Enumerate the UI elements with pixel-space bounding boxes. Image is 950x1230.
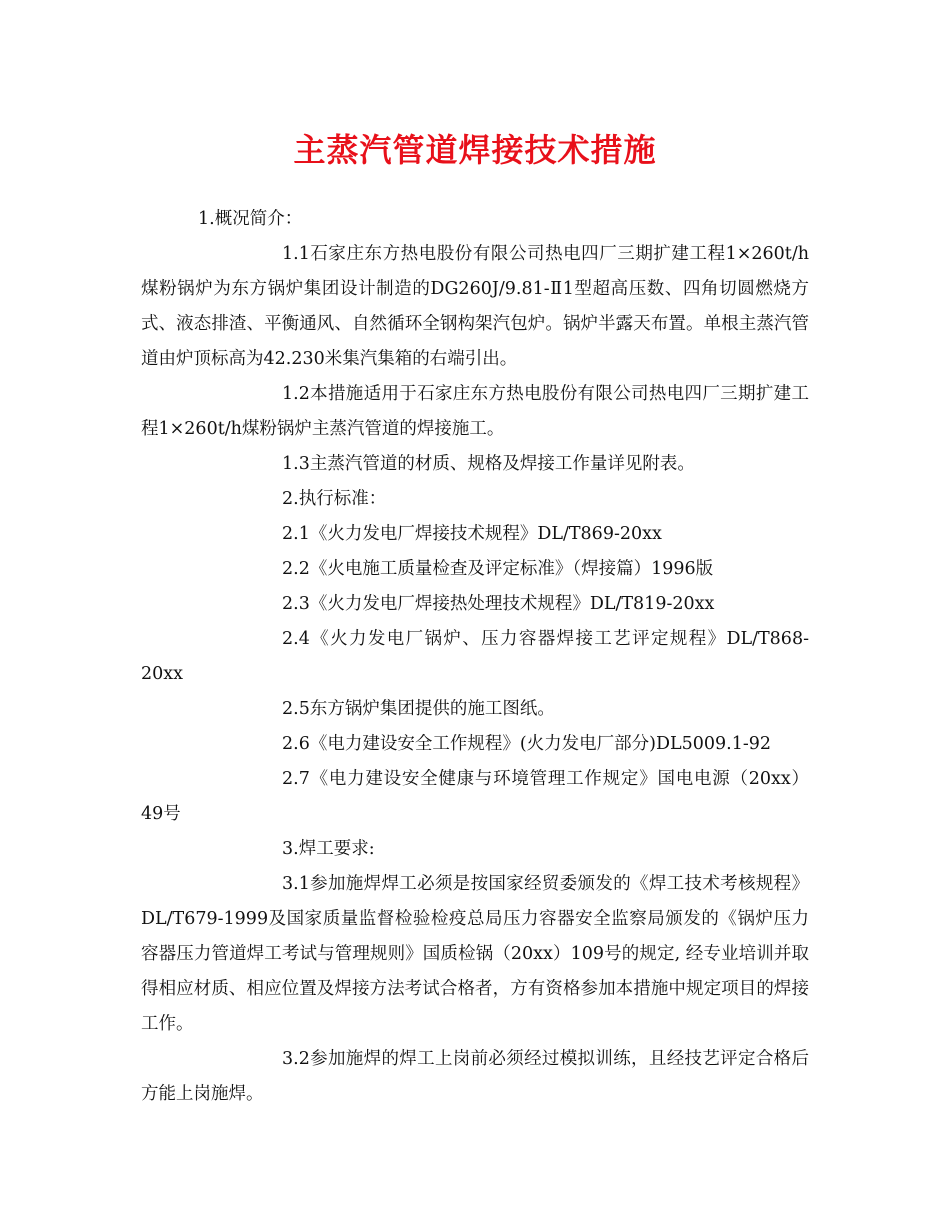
standard-item-2-1: 2.1《火力发电厂焊接技术规程》DL/T869-20xx: [282, 524, 662, 544]
standard-item-2-3: 2.3《火力发电厂焊接热处理技术规程》DL/T819-20xx: [282, 594, 715, 614]
standard-item-2-6: 2.6《电力建设安全工作规程》(火力发电厂部分)DL5009.1-92: [282, 734, 772, 754]
standard-item-2-2: 2.2《火电施工质量检查及评定标准》（焊接篇）1996版: [282, 559, 714, 579]
section-heading-overview: 1.概况简介：: [198, 209, 303, 229]
document-title: 主蒸汽管道焊接技术措施: [293, 131, 657, 169]
paragraph-1-2: 1.2本措施适用于石家庄东方热电股份有限公司热电四厂三期扩建工程1×260t/h煤粉锅炉主蒸汽管道的焊接施工。: [141, 384, 809, 439]
standard-item-2-4: 2.4《火力发电厂锅炉、压力容器焊接工艺评定规程》DL/T868-20xx: [141, 629, 809, 684]
paragraph-1-3: 1.3主蒸汽管道的材质、规格及焊接工作量详见附表。: [282, 454, 695, 474]
document-body: [141, 202, 809, 1112]
paragraph-3-2: 3.2参加施焊的焊工上岗前必须经过模拟训练，且经技艺评定合格后方能上岗施焊。: [141, 1049, 809, 1104]
section-heading-welder-requirements: 3.焊工要求:: [282, 839, 375, 859]
standard-item-2-5: 2.5东方锅炉集团提供的施工图纸。: [282, 699, 555, 719]
paragraph-1-1: 1.1石家庄东方热电股份有限公司热电四厂三期扩建工程1×260t/h煤粉锅炉为东方锅炉集团设计制造的DG260J/9.81-Ⅱ1型超高压数、四角切圆燃烧方式、液态排渣、平衡通风、自然循环全钢构架汽包炉。锅炉半露天布置。单根主蒸汽管道由炉顶标高为42.230米集汽集箱的右端引出。: [141, 244, 809, 369]
section-heading-standards: 2.执行标准：: [282, 489, 387, 509]
paragraph-3-1: 3.1参加施焊焊工必须是按国家经贸委颁发的《焊工技术考核规程》DL/T679-1999及国家质量监督检验检疫总局压力容器安全监察局颁发的《锅炉压力容器压力管道焊工考试与管理规则》国质检锅（20xx）109号的规定, 经专业培训并取得相应材质、相应位置及焊接方法考试合格者，方有资格参加本措施中规定项目的焊接工作。: [141, 874, 809, 1034]
standard-item-2-7: 2.7《电力建设安全健康与环境管理工作规定》国电电源（20xx）49号: [141, 769, 809, 824]
